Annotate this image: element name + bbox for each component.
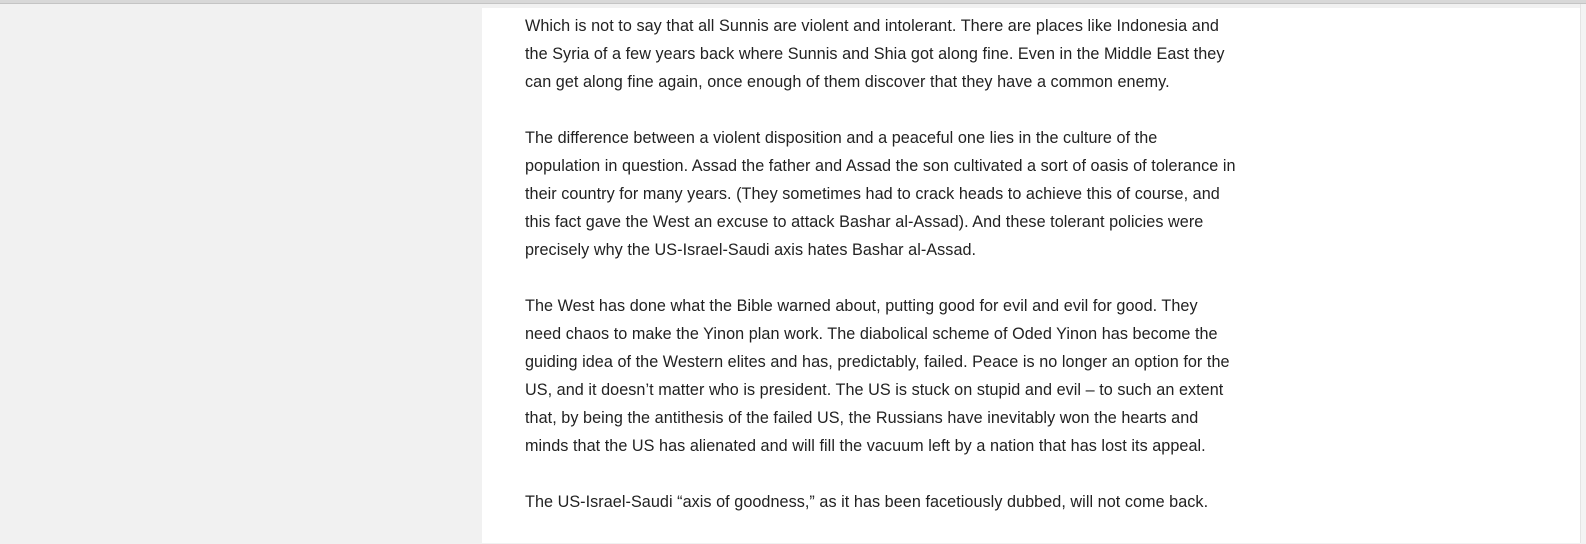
article-paragraph-3: The West has done what the Bible warned about, putting good for evil and evil for good. They need chaos to make the Yinon plan work. The diabolical scheme of Oded Yinon has become the guiding idea of the Western elites and has, predictably, failed. Peace is no longer an option for the US, and it doesn’t matter who is president. The US is stuck on stupid and evil – to such an extent that, by being the antithesis of the failed US, the Russians have inevitably won the hearts and minds that the US has alienated and will fill the vacuum left by a nation that has lost its appeal. bbox=[525, 297, 1230, 455]
scrollbar-track[interactable] bbox=[1580, 4, 1586, 543]
left-gutter bbox=[0, 4, 482, 543]
article-paragraph-4: The US-Israel-Saudi “axis of goodness,” as it has been facetiously dubbed, will not come back. bbox=[525, 493, 1209, 511]
article-paragraph-1: Which is not to say that all Sunnis are violent and intolerant. There are places like Indonesia and the Syria of a few years back where Sunnis and Shia got along fine. Even in the Middle East they can get along fine again, once enough of them discover that they have a common enemy. bbox=[525, 17, 1225, 91]
article-body bbox=[525, 12, 1237, 544]
article-paragraph-2: The difference between a violent disposition and a peaceful one lies in the culture of the population in question. Assad the father and Assad the son cultivated a sort of oasis of tolerance in their country for many years. (They sometimes had to crack heads to achieve this of course, and this fact gave the West an excuse to attack Bashar al-Assad). And these tolerant policies were precisely why the US-Israel-Saudi axis hates Bashar al-Assad. bbox=[525, 129, 1236, 259]
